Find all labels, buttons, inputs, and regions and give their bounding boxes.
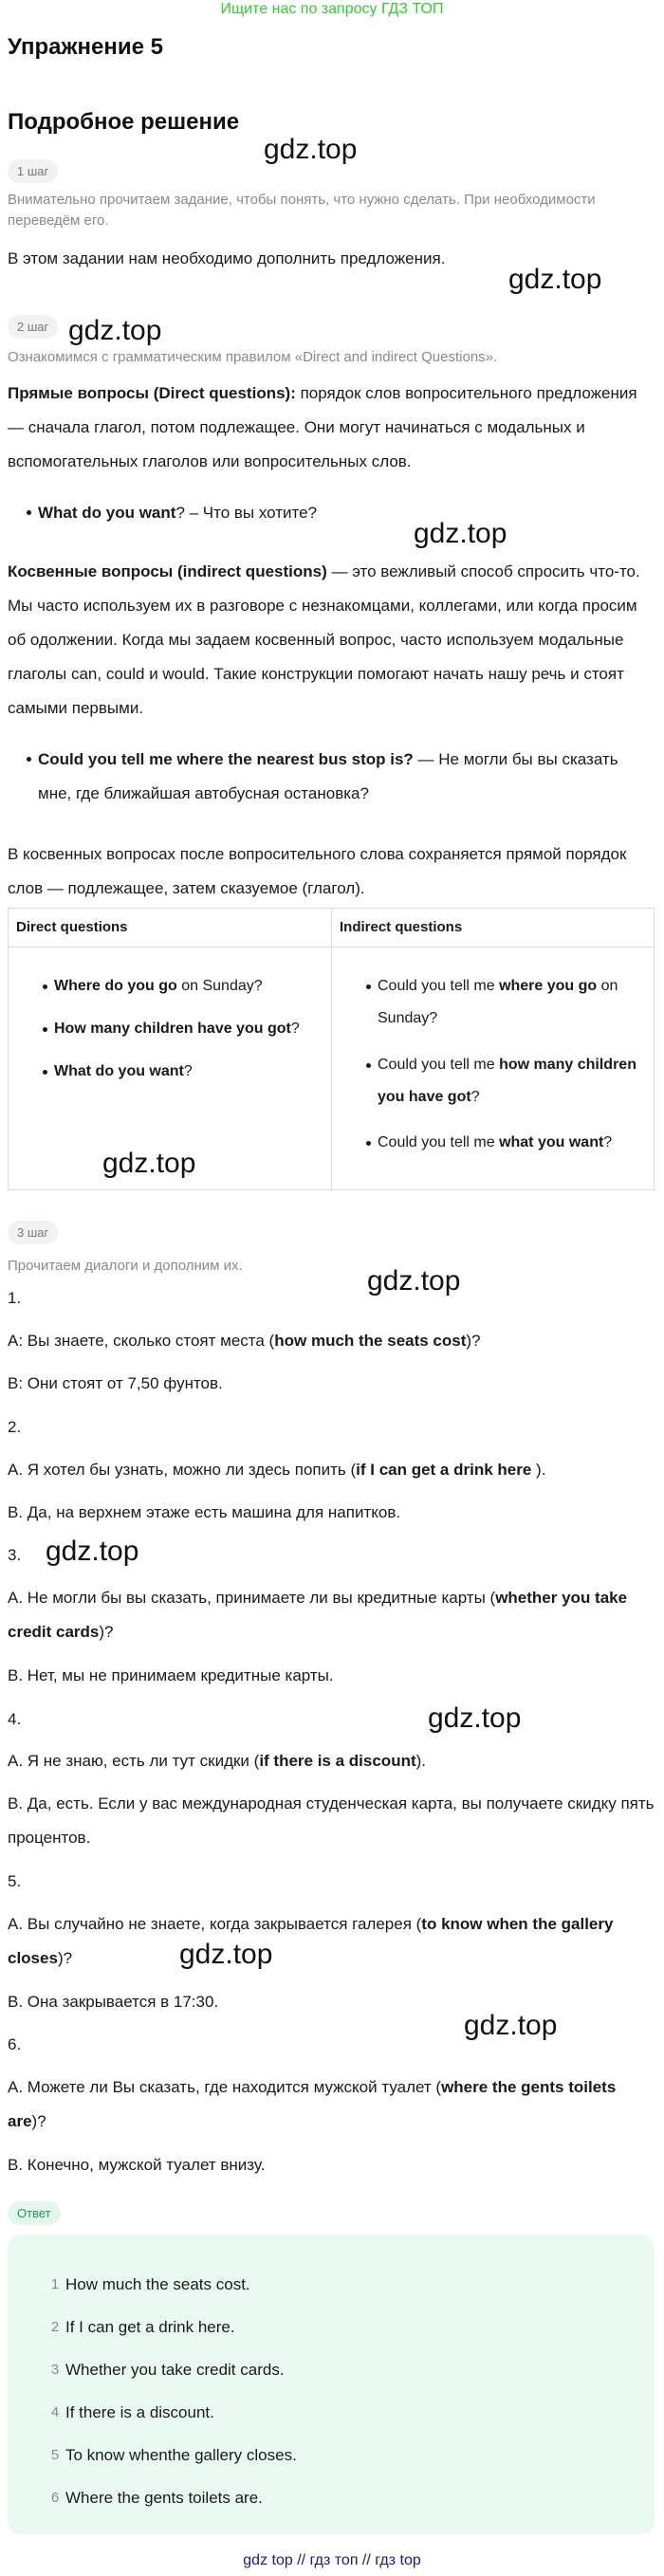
answer-text: If there is a discount. xyxy=(65,2403,214,2421)
rule-indirect-text: — это вежливый способ спросить что-то. Мы часто используем их в разговоре с незнакомцами, коллегами, или когда просим об одолжении. Когда мы задаем косвенный вопрос, часто используем модальные глаголы can, could и would. Такие конструкции помогают начать нашу речь и стоят самыми первыми. xyxy=(8,562,640,717)
dialog-text: ). xyxy=(415,1752,427,1770)
dialog-line-a xyxy=(8,1744,656,1778)
dialog-text: )? xyxy=(466,1332,481,1350)
answer-number: 4 xyxy=(50,2404,60,2420)
term-indirect: Косвенные вопросы (indirect questions) xyxy=(8,562,327,580)
rule-direct xyxy=(8,377,656,479)
cell-text: ? xyxy=(183,1063,193,1079)
list-item xyxy=(38,496,655,530)
dialog-line-b: B: Они стоят от 7,50 фунтов. xyxy=(8,1374,223,1392)
watermark: gdz.top xyxy=(428,1702,522,1734)
dialog-answer: if there is a discount xyxy=(259,1752,416,1770)
table-cell xyxy=(54,970,320,1003)
term-direct: Прямые вопросы (Direct questions): xyxy=(8,384,296,402)
dialog-line-a xyxy=(8,1581,656,1649)
answer-text: If I can get a drink here. xyxy=(65,2318,235,2336)
dialog-answer: to know when the gallery closes xyxy=(8,1915,614,1967)
example-bold: What do you want xyxy=(38,504,176,522)
dialog-number: 3. xyxy=(8,1546,22,1564)
cell-bold: how many children you have got xyxy=(378,1057,636,1105)
step-hint: Прочитаем диалоги и дополним их. xyxy=(8,1258,243,1274)
step-hint: Ознакомимся с грамматическим правилом «Direct and indirect Questions». xyxy=(8,349,498,365)
answer-item xyxy=(8,2476,655,2520)
cell-text: on Sunday? xyxy=(378,978,618,1026)
dialog-line-b: B. Да, на верхнем этаже есть машина для напитков. xyxy=(8,1503,401,1521)
example-text: ? – Что вы хотите? xyxy=(175,504,318,522)
dialog-text: )? xyxy=(57,1949,73,1967)
dialog-text: )? xyxy=(31,2112,46,2130)
dialog-line-a xyxy=(8,1907,656,1976)
table-header-direct: Direct questions xyxy=(16,919,128,935)
comparison-table xyxy=(8,908,655,1190)
table-header-indirect: Indirect questions xyxy=(340,919,463,935)
rule-direct-text: порядок слов вопросительного предложения — сначала глагол, потом подлежащее. Они могут начинаться с модальных и вспомогательных глаголов или вопросительных слов. xyxy=(8,384,637,470)
answer-number: 1 xyxy=(50,2276,60,2292)
cell-bold: Where do you go xyxy=(54,978,177,994)
answer-text: To know whenthe gallery closes. xyxy=(65,2446,297,2464)
answer-text: Where the gents toilets are. xyxy=(65,2489,263,2507)
answer-box xyxy=(8,2235,655,2534)
watermark: gdz.top xyxy=(367,1265,461,1297)
cell-text: on Sunday? xyxy=(176,978,263,994)
answer-item xyxy=(8,2391,655,2435)
dialog-text: A. Можете ли Вы сказать, где находится мужской туалет ( xyxy=(8,2078,442,2096)
dialog-line-b: B. Да, есть. Если у вас международная студенческая карта, вы получаете скидку пять процентов. xyxy=(8,1794,655,1847)
answer-number: 5 xyxy=(50,2447,60,2463)
dialog-answer: where the gents toilets are xyxy=(8,2078,617,2130)
answer-item xyxy=(8,2306,655,2349)
example-text: — Не могли бы вы сказать мне, где ближайшая автобусная остановка? xyxy=(38,750,618,802)
table-divider xyxy=(9,947,654,948)
dialog-answer: whether you take credit cards xyxy=(8,1589,628,1641)
dialog-text: A. Я не знаю, есть ли тут скидки ( xyxy=(8,1752,260,1770)
answer-item xyxy=(8,2434,655,2477)
step-badge: 2 шаг xyxy=(8,315,58,339)
dialog-text: ). xyxy=(531,1461,546,1479)
dialog-answer: how much the seats cost xyxy=(274,1332,467,1350)
top-banner[interactable]: Ищите нас по запросу ГДЗ ТОП xyxy=(220,1,444,17)
cell-text: Could you tell me xyxy=(378,978,500,994)
answer-number: 2 xyxy=(50,2319,60,2335)
watermark: gdz.top xyxy=(414,518,507,549)
step-badge: 3 шаг xyxy=(8,1221,58,1244)
word-order-text: В косвенных вопросах после вопросительного слова сохраняется прямой порядок слов — подлежащее, затем сказуемое (глагол). xyxy=(8,845,627,897)
rule-indirect xyxy=(8,555,656,726)
dialog-text: A. Вы случайно не знаете, когда закрывается галерея ( xyxy=(8,1915,422,1933)
example-bold: Could you tell me where the nearest bus stop is? xyxy=(38,750,414,768)
footer-links[interactable]: gdz top // гдз топ // гдз top xyxy=(243,2552,421,2568)
dialog-text: A: Вы знаете, сколько стоят места ( xyxy=(8,1332,275,1350)
watermark: gdz.top xyxy=(68,315,162,346)
answer-number: 3 xyxy=(50,2362,60,2378)
cell-bold: What do you want xyxy=(54,1063,184,1079)
dialog-text: A. Я хотел бы узнать, можно ли здесь попить ( xyxy=(8,1461,357,1479)
dialog-number: 1. xyxy=(8,1289,22,1307)
answer-text: Whether you take credit cards. xyxy=(65,2361,285,2379)
dialog-line-a xyxy=(8,1324,656,1358)
dialog-number: 4. xyxy=(8,1710,22,1728)
solution-heading: Подробное решение xyxy=(8,109,240,135)
page-title: Упражнение 5 xyxy=(8,34,163,60)
cell-text: ? xyxy=(470,1089,480,1105)
cell-text: ? xyxy=(290,1021,300,1037)
answer-item xyxy=(8,2263,655,2307)
table-cell xyxy=(54,1013,324,1045)
cell-text: Could you tell me xyxy=(378,1057,500,1073)
dialog-line-b: B. Нет, мы не принимаем кредитные карты. xyxy=(8,1666,334,1684)
cell-bold: where you go xyxy=(499,978,598,994)
table-cell xyxy=(378,1049,653,1113)
table-divider xyxy=(331,909,332,1189)
step-badge: 1 шаг xyxy=(8,159,58,183)
step-text: В этом задании нам необходимо дополнить предложения. xyxy=(8,249,446,267)
dialog-number: 2. xyxy=(8,1418,22,1436)
list-item xyxy=(38,743,655,811)
answer-number: 6 xyxy=(50,2490,60,2506)
cell-bold: what you want xyxy=(499,1134,604,1150)
cell-text: ? xyxy=(603,1134,613,1150)
dialog-answer: if I can get a drink here xyxy=(356,1461,532,1479)
answer-text: How much the seats cost. xyxy=(65,2275,250,2293)
watermark: gdz.top xyxy=(264,134,358,165)
dialog-text: A. Не могли бы вы сказать, принимаете ли вы кредитные карты ( xyxy=(8,1589,496,1607)
dialog-line-b: B. Она закрывается в 17:30. xyxy=(8,1993,219,2011)
watermark: gdz.top xyxy=(508,264,602,295)
table-cell xyxy=(378,1127,653,1159)
step-hint: Внимательно прочитаем задание, чтобы понять, что нужно сделать. При необходимости переведём его. xyxy=(8,192,596,229)
answer-badge: Ответ xyxy=(8,2201,61,2225)
table-cell xyxy=(378,970,653,1035)
dialog-number: 6. xyxy=(8,2035,22,2053)
dialog-text: )? xyxy=(99,1623,114,1641)
dialog-line-b: B. Конечно, мужской туалет внизу. xyxy=(8,2156,266,2174)
watermark: gdz.top xyxy=(464,2010,558,2041)
cell-text: Could you tell me xyxy=(378,1134,500,1150)
watermark: gdz.top xyxy=(46,1536,139,1567)
watermark: gdz.top xyxy=(102,1148,196,1179)
table-cell xyxy=(54,1056,320,1088)
answer-item xyxy=(8,2348,655,2392)
dialog-number: 5. xyxy=(8,1872,22,1890)
watermark: gdz.top xyxy=(179,1939,273,1970)
cell-bold: How many children have you got xyxy=(54,1021,291,1037)
dialog-line-a xyxy=(8,2070,656,2139)
dialog-line-a xyxy=(8,1453,656,1487)
